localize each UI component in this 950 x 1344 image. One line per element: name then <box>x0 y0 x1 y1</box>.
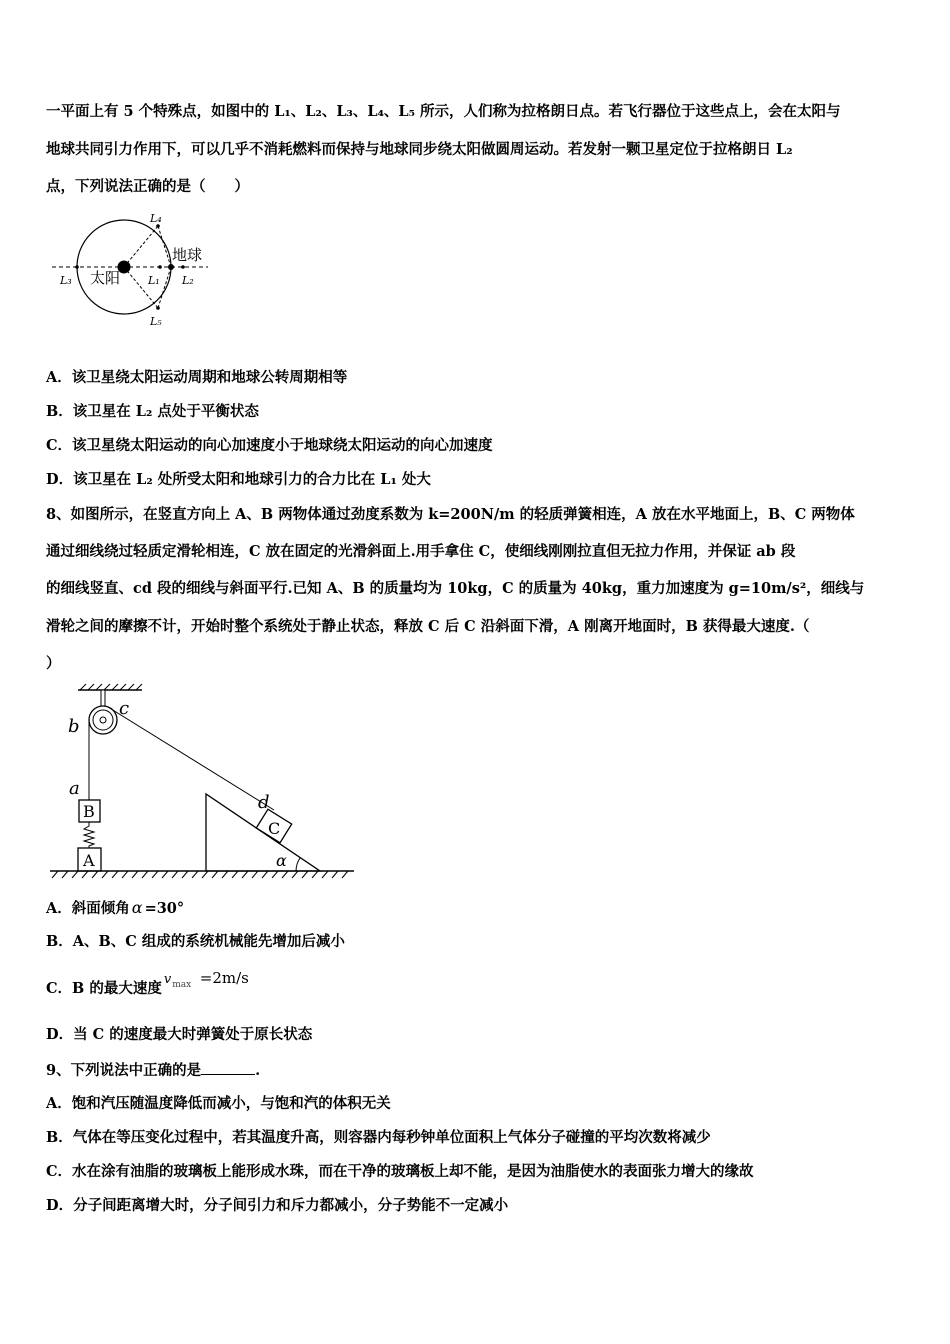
label-b-segment: b <box>68 716 80 737</box>
q8-option-d: D．当 C 的速度最大时弹簧处于原长状态 <box>46 1026 313 1043</box>
ceiling-hatch <box>80 684 142 690</box>
v-symbol: v <box>163 972 172 987</box>
spring <box>84 822 94 848</box>
q7-stem-line-2: 地球共同引力作用下，可以几乎不消耗燃料而保持与地球同步绕太阳做圆周运动。若发射一颗卫星定位于拉格朗日 L₂ <box>46 141 793 158</box>
q7-option-c: C．该卫星绕太阳运动的向心加速度小于地球绕太阳运动的向心加速度 <box>46 437 493 454</box>
alpha-label: α <box>276 851 287 870</box>
q8-option-a-prefix: A．斜面倾角 <box>46 900 130 917</box>
label-c-point: c <box>119 698 130 719</box>
q9-option-a: A．饱和汽压随温度降低而减小，与饱和汽的体积无关 <box>46 1095 391 1112</box>
label-a-point: a <box>69 778 80 799</box>
l3-label: L₃ <box>60 274 72 287</box>
v-max-value: =2m/s <box>199 969 249 987</box>
block-a-label: A <box>83 851 95 870</box>
block-b-label: B <box>83 802 95 821</box>
q7-option-b: B．该卫星在 L₂ 点处于平衡状态 <box>46 403 259 420</box>
pulley-incline-figure <box>46 682 358 882</box>
q9-stem-period: . <box>255 1062 261 1079</box>
l3-dot <box>75 265 79 269</box>
q7-stem-line-1: 一平面上有 5 个特殊点，如图中的 L₁、L₂、L₃、L₄、L₅ 所示，人们称为拉格朗日点。若飞行器位于这些点上，会在太阳与 <box>46 103 841 120</box>
q9-stem-text: 9、下列说法中正确的是 <box>46 1062 202 1079</box>
q8-stem-line-4: 滑轮之间的摩擦不计，开始时整个系统处于静止状态，释放 C 后 C 沿斜面下滑，A 刚离开地面时，B 获得最大速度.（ <box>46 618 810 635</box>
l1-label: L₁ <box>148 274 160 287</box>
answer-blank[interactable] <box>201 1060 255 1075</box>
q9-option-b: B．气体在等压变化过程中，若其温度升高，则容器内每秒钟单位面积上气体分子碰撞的平均次数将减少 <box>46 1129 711 1146</box>
q7-stem-line-3: 点，下列说法正确的是（ ） <box>46 178 249 195</box>
q7-option-a: A．该卫星绕太阳运动周期和地球公转周期相等 <box>46 369 348 386</box>
q9-stem <box>46 1060 260 1081</box>
q8-option-a-suffix: =30° <box>144 900 185 917</box>
ground-hatch <box>52 871 348 878</box>
lagrange-figure <box>50 210 220 335</box>
l4-label: L₄ <box>150 212 162 225</box>
l2-label: L₂ <box>182 274 194 287</box>
l5-earth-line <box>158 267 171 308</box>
q8-stem-line-2: 通过细线绕过轻质定滑轮相连，C 放在固定的光滑斜面上.用手拿住 C，使细线刚刚拉直但无拉力作用，并保证 ab 段 <box>46 543 796 560</box>
string-cd <box>108 707 274 810</box>
alpha-symbol: α <box>131 898 143 917</box>
l5-dot <box>156 306 160 310</box>
q8-stem-line-3: 的细线竖直、cd 段的细线与斜面平行.已知 A、B 的质量均为 10kg，C 的质量为 40kg，重力加速度为 g=10m/s²，细线与 <box>46 580 865 597</box>
sun-l4-line <box>124 226 158 267</box>
q8-option-c <box>46 969 249 1001</box>
l1-dot <box>158 265 162 269</box>
earth-label: 地球 <box>172 246 203 264</box>
pulley-axle <box>100 717 106 723</box>
q7-option-d: D．该卫星在 L₂ 处所受太阳和地球引力的合力比在 L₁ 处大 <box>46 471 431 488</box>
sun-label: 太阳 <box>90 269 121 287</box>
q8-option-c-prefix: C．B 的最大速度 <box>46 980 162 997</box>
q8-option-b: B．A、B、C 组成的系统机械能先增加后减小 <box>46 933 345 950</box>
q8-stem-line-1: 8、如图所示，在竖直方向上 A、B 两物体通过劲度系数为 k=200N/m 的轻质弹簧相连，A 放在水平地面上，B、C 两物体 <box>46 506 855 523</box>
q9-option-d: D．分子间距离增大时，分子间引力和斥力都减小，分子势能不一定减小 <box>46 1197 509 1214</box>
block-c-label: C <box>268 819 281 838</box>
l5-label: L₅ <box>150 315 162 328</box>
l2-dot <box>181 265 185 269</box>
max-subscript: max <box>172 980 192 990</box>
label-d-point: d <box>258 792 270 813</box>
l4-earth-line <box>158 226 171 267</box>
q8-option-a <box>46 898 184 919</box>
q9-option-c: C．水在涂有油脂的玻璃板上能形成水珠，而在干净的玻璃板上却不能，是因为油脂使水的表面张力增大的缘故 <box>46 1163 754 1180</box>
q8-stem-line-5: ） <box>46 655 61 672</box>
